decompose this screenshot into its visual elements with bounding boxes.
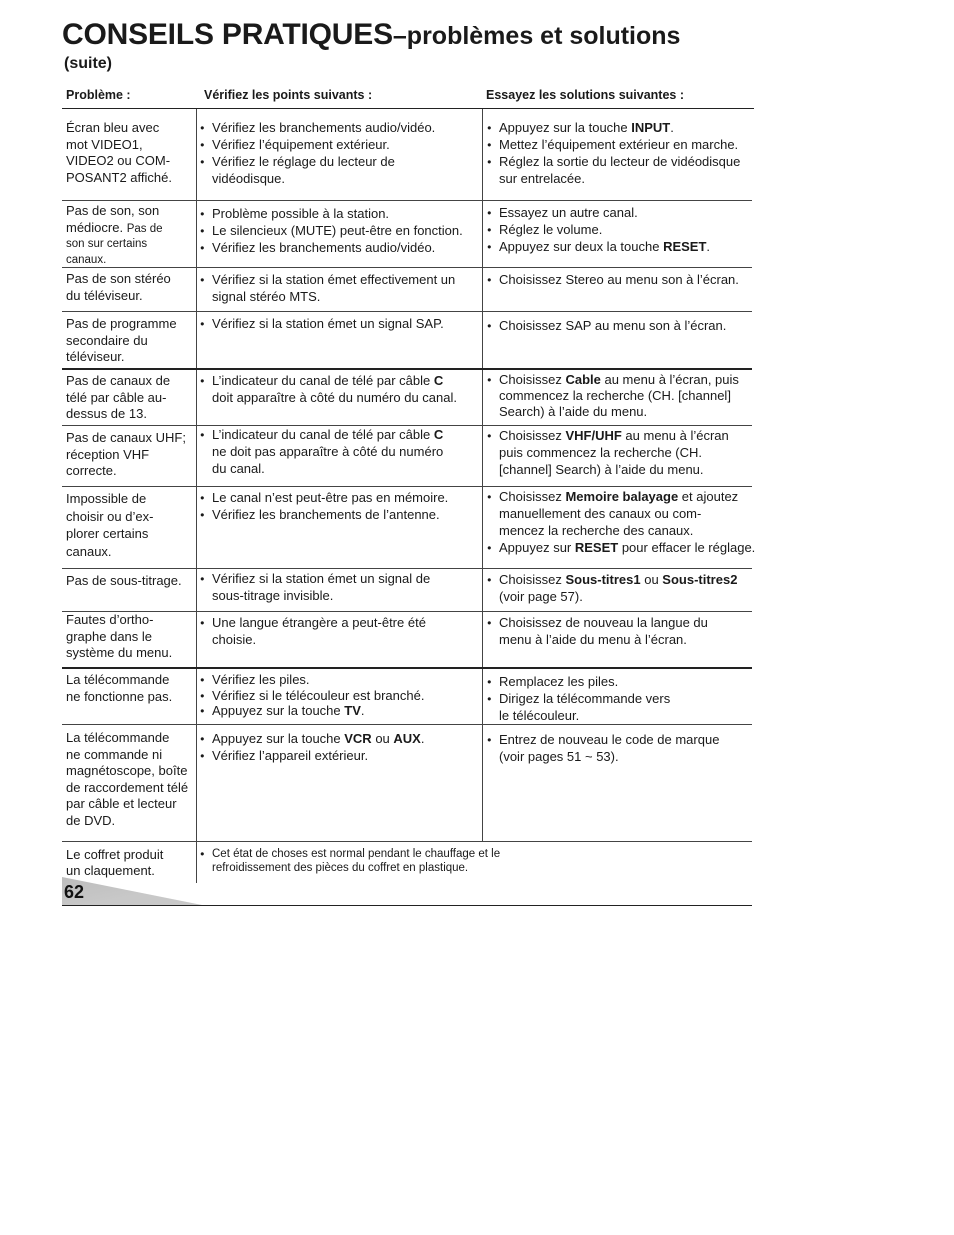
check-item: ● Le canal n’est peut-être pas en mémoire.	[199, 489, 480, 506]
check-cell	[196, 268, 482, 311]
check-item: ● Le silencieux (MUTE) peut-être en fonction.	[199, 222, 480, 239]
problem-text: médiocre.	[66, 219, 124, 235]
table-row	[62, 268, 752, 312]
problem-text: La télécommande	[66, 672, 170, 687]
check-item: ● Vérifiez les branchements de l’antenne.	[199, 506, 480, 523]
solution-item: ● Réglez le volume.	[486, 221, 770, 238]
problem-cell	[62, 612, 196, 667]
problem-text: Impossible de	[66, 491, 147, 506]
solution-cell	[482, 268, 772, 311]
page-number: 62	[64, 882, 85, 902]
col-header-try: Essayez les solutions suivantes :	[486, 88, 684, 102]
check-cell	[196, 487, 482, 568]
check-cell	[196, 109, 482, 200]
solution-item: ● Appuyez sur deux la touche RESET.	[486, 238, 770, 255]
table-row	[62, 725, 752, 842]
problem-text: choisir ou d’ex-	[66, 508, 154, 524]
problem-text: télé par câble au-	[66, 389, 167, 405]
problem-cell	[62, 669, 196, 724]
solution-item: ● Entrez de nouveau le code de marque (voir pages 51 ~ 53).	[486, 731, 770, 765]
problem-text: Pas de sous-titrage.	[66, 573, 182, 588]
check-cell	[196, 312, 482, 368]
title-sub: –problèmes et solutions	[392, 22, 681, 50]
check-item: ● Vérifiez l’appareil extérieur.	[199, 747, 480, 764]
check-item: ● Vérifiez si la station émet effectivement un signal stéréo MTS.	[199, 271, 480, 305]
solution-item: ● Choisissez Sous-titres1 ou Sous-titres2 (voir page 57).	[486, 571, 770, 605]
problem-text: Pas de son, son	[66, 203, 160, 218]
check-cell	[196, 612, 482, 667]
problem-text: correcte.	[66, 463, 117, 478]
problem-text: téléviseur.	[66, 349, 125, 364]
solution-cell	[482, 426, 772, 486]
table-row	[62, 201, 752, 268]
problem-text: canaux.	[66, 253, 107, 266]
solution-cell	[482, 312, 772, 368]
problem-cell	[62, 201, 196, 267]
solution-item: ● Choisissez Cable au menu à l’écran, puis commencez la recherche (CH. [channel] Search) à l’aide du menu.	[486, 372, 770, 420]
footer-rule	[62, 905, 752, 906]
problem-text: plorer certains	[66, 526, 149, 541]
solution-item: ● Choisissez Memoire balayage et ajoutez manuellement des canaux ou com- mencez la recherche des canaux.	[486, 488, 770, 539]
problem-text: son sur certains	[66, 238, 148, 250]
solution-cell	[482, 370, 772, 425]
problem-text: POSANT2 affiché.	[66, 169, 172, 185]
problem-text: de raccordement télé	[66, 779, 189, 795]
solution-cell	[482, 487, 772, 568]
problem-text: canaux.	[66, 543, 112, 559]
check-item: ● Vérifiez les piles.	[199, 672, 480, 688]
solution-item: ● Choisissez SAP au menu son à l’écran.	[486, 317, 770, 334]
solution-cell	[482, 669, 772, 724]
problem-text: Le coffret produit	[66, 847, 164, 862]
check-item: ● Cet état de choses est normal pendant le chauffage et le refroidissement des pièces du coffret en plastique.	[199, 847, 750, 875]
troubleshooting-table	[62, 109, 754, 883]
solution-item: ● Appuyez sur RESET pour effacer le réglage.	[486, 539, 770, 556]
check-cell	[196, 426, 482, 486]
table-row	[62, 426, 752, 487]
problem-text: du téléviseur.	[66, 287, 143, 303]
col-header-check: Vérifiez les points suivants :	[204, 88, 373, 102]
table-row	[62, 487, 756, 569]
check-cell	[196, 370, 482, 425]
problem-text: graphe dans le	[66, 628, 153, 644]
problem-text: de DVD.	[66, 812, 116, 828]
table-row	[62, 312, 752, 370]
col-header-problem: Problème :	[66, 88, 131, 102]
problem-cell	[62, 426, 196, 486]
check-item: ● Vérifiez si la station émet un signal SAP.	[199, 315, 480, 332]
problem-text: ne fonctionne pas.	[66, 688, 173, 704]
solution-item: ● Remplacez les piles.	[486, 673, 770, 690]
problem-cell	[62, 725, 196, 841]
problem-cell	[62, 370, 196, 425]
check-item: ● L’indicateur du canal de télé par câble C doit apparaître à côté du numéro du canal.	[199, 372, 480, 406]
table-row	[62, 569, 752, 612]
solution-item: ● Choisissez de nouveau la langue du menu à l’aide du menu à l’écran.	[486, 614, 770, 648]
problem-text: magnétoscope, boîte	[66, 763, 188, 778]
table-row	[62, 109, 752, 201]
title-main: CONSEILS PRATIQUES	[62, 18, 393, 51]
solution-item: ● Dirigez la télécommande vers le télécouleur.	[486, 690, 770, 724]
problem-text: un claquement.	[66, 862, 155, 878]
check-cell	[196, 201, 482, 267]
problem-text: Pas de	[126, 222, 163, 235]
solution-cell	[482, 569, 772, 611]
check-item: ● Vérifiez les branchements audio/vidéo.	[199, 239, 480, 256]
check-item: ● Problème possible à la station.	[199, 205, 480, 222]
check-item: ● Vérifiez si le télécouleur est branché.	[199, 688, 480, 704]
problem-cell	[62, 109, 196, 200]
check-item: ● Vérifiez si la station émet un signal de sous-titrage invisible.	[199, 570, 480, 604]
problem-cell	[62, 268, 196, 311]
check-cell	[196, 569, 482, 611]
solution-cell	[482, 109, 772, 200]
problem-text: ne commande ni	[66, 746, 163, 762]
check-item: ● Une langue étrangère a peut-être été choisie.	[199, 614, 480, 648]
problem-cell	[62, 487, 196, 568]
problem-text: système du menu.	[66, 645, 173, 660]
problem-cell	[62, 569, 196, 611]
solution-item: ● Choisissez VHF/UHF au menu à l’écran puis commencez la recherche (CH. [channel] Search) à l’aide du menu.	[486, 427, 770, 478]
problem-text: Écran bleu avec	[66, 120, 160, 135]
problem-text: La télécommande	[66, 730, 170, 745]
problem-text: Pas de canaux de	[66, 373, 171, 388]
solution-item: ● Choisissez Stereo au menu son à l’écran.	[486, 271, 770, 288]
check-item: ● Vérifiez le réglage du lecteur de vidéodisque.	[199, 153, 480, 187]
problem-text: dessus de 13.	[66, 406, 147, 421]
check-item: ● Appuyez sur la touche TV.	[199, 703, 480, 719]
problem-text: réception VHF	[66, 446, 150, 462]
problem-text: Pas de programme	[66, 316, 177, 331]
solution-item: ● Essayez un autre canal.	[486, 204, 770, 221]
problem-cell	[62, 312, 196, 368]
solution-item: ● Mettez l’équipement extérieur en marche.	[486, 136, 770, 153]
problem-text: VIDEO2 ou COM-	[66, 153, 171, 168]
problem-text: Fautes d’ortho-	[66, 612, 154, 627]
table-row	[62, 669, 752, 725]
solution-cell	[482, 725, 772, 841]
check-item: ● Vérifiez l’équipement extérieur.	[199, 136, 480, 153]
table-row	[62, 370, 752, 426]
solution-cell	[482, 612, 772, 667]
problem-text: Pas de son stéréo	[66, 271, 171, 286]
page-footer	[62, 877, 752, 905]
check-item: ● Vérifiez les branchements audio/vidéo.	[199, 119, 480, 136]
solution-item: ● Réglez la sortie du lecteur de vidéodisque sur entrelacée.	[486, 153, 770, 187]
check-cell	[196, 669, 482, 724]
problem-text: par câble et lecteur	[66, 796, 177, 811]
check-item: ● Appuyez sur la touche VCR ou AUX.	[199, 730, 480, 747]
page-subtitle: (suite)	[64, 55, 112, 72]
page-title	[62, 20, 680, 50]
solution-cell	[482, 201, 772, 267]
check-item: ● L’indicateur du canal de télé par câble C ne doit pas apparaître à côté du numéro du canal.	[199, 426, 480, 477]
problem-text: secondaire du	[66, 332, 148, 348]
table-row	[62, 612, 752, 669]
problem-text: Pas de canaux UHF;	[66, 430, 186, 445]
solution-item: ● Appuyez sur la touche INPUT.	[486, 119, 770, 136]
check-cell	[196, 725, 482, 841]
problem-text: mot VIDEO1,	[66, 136, 143, 152]
